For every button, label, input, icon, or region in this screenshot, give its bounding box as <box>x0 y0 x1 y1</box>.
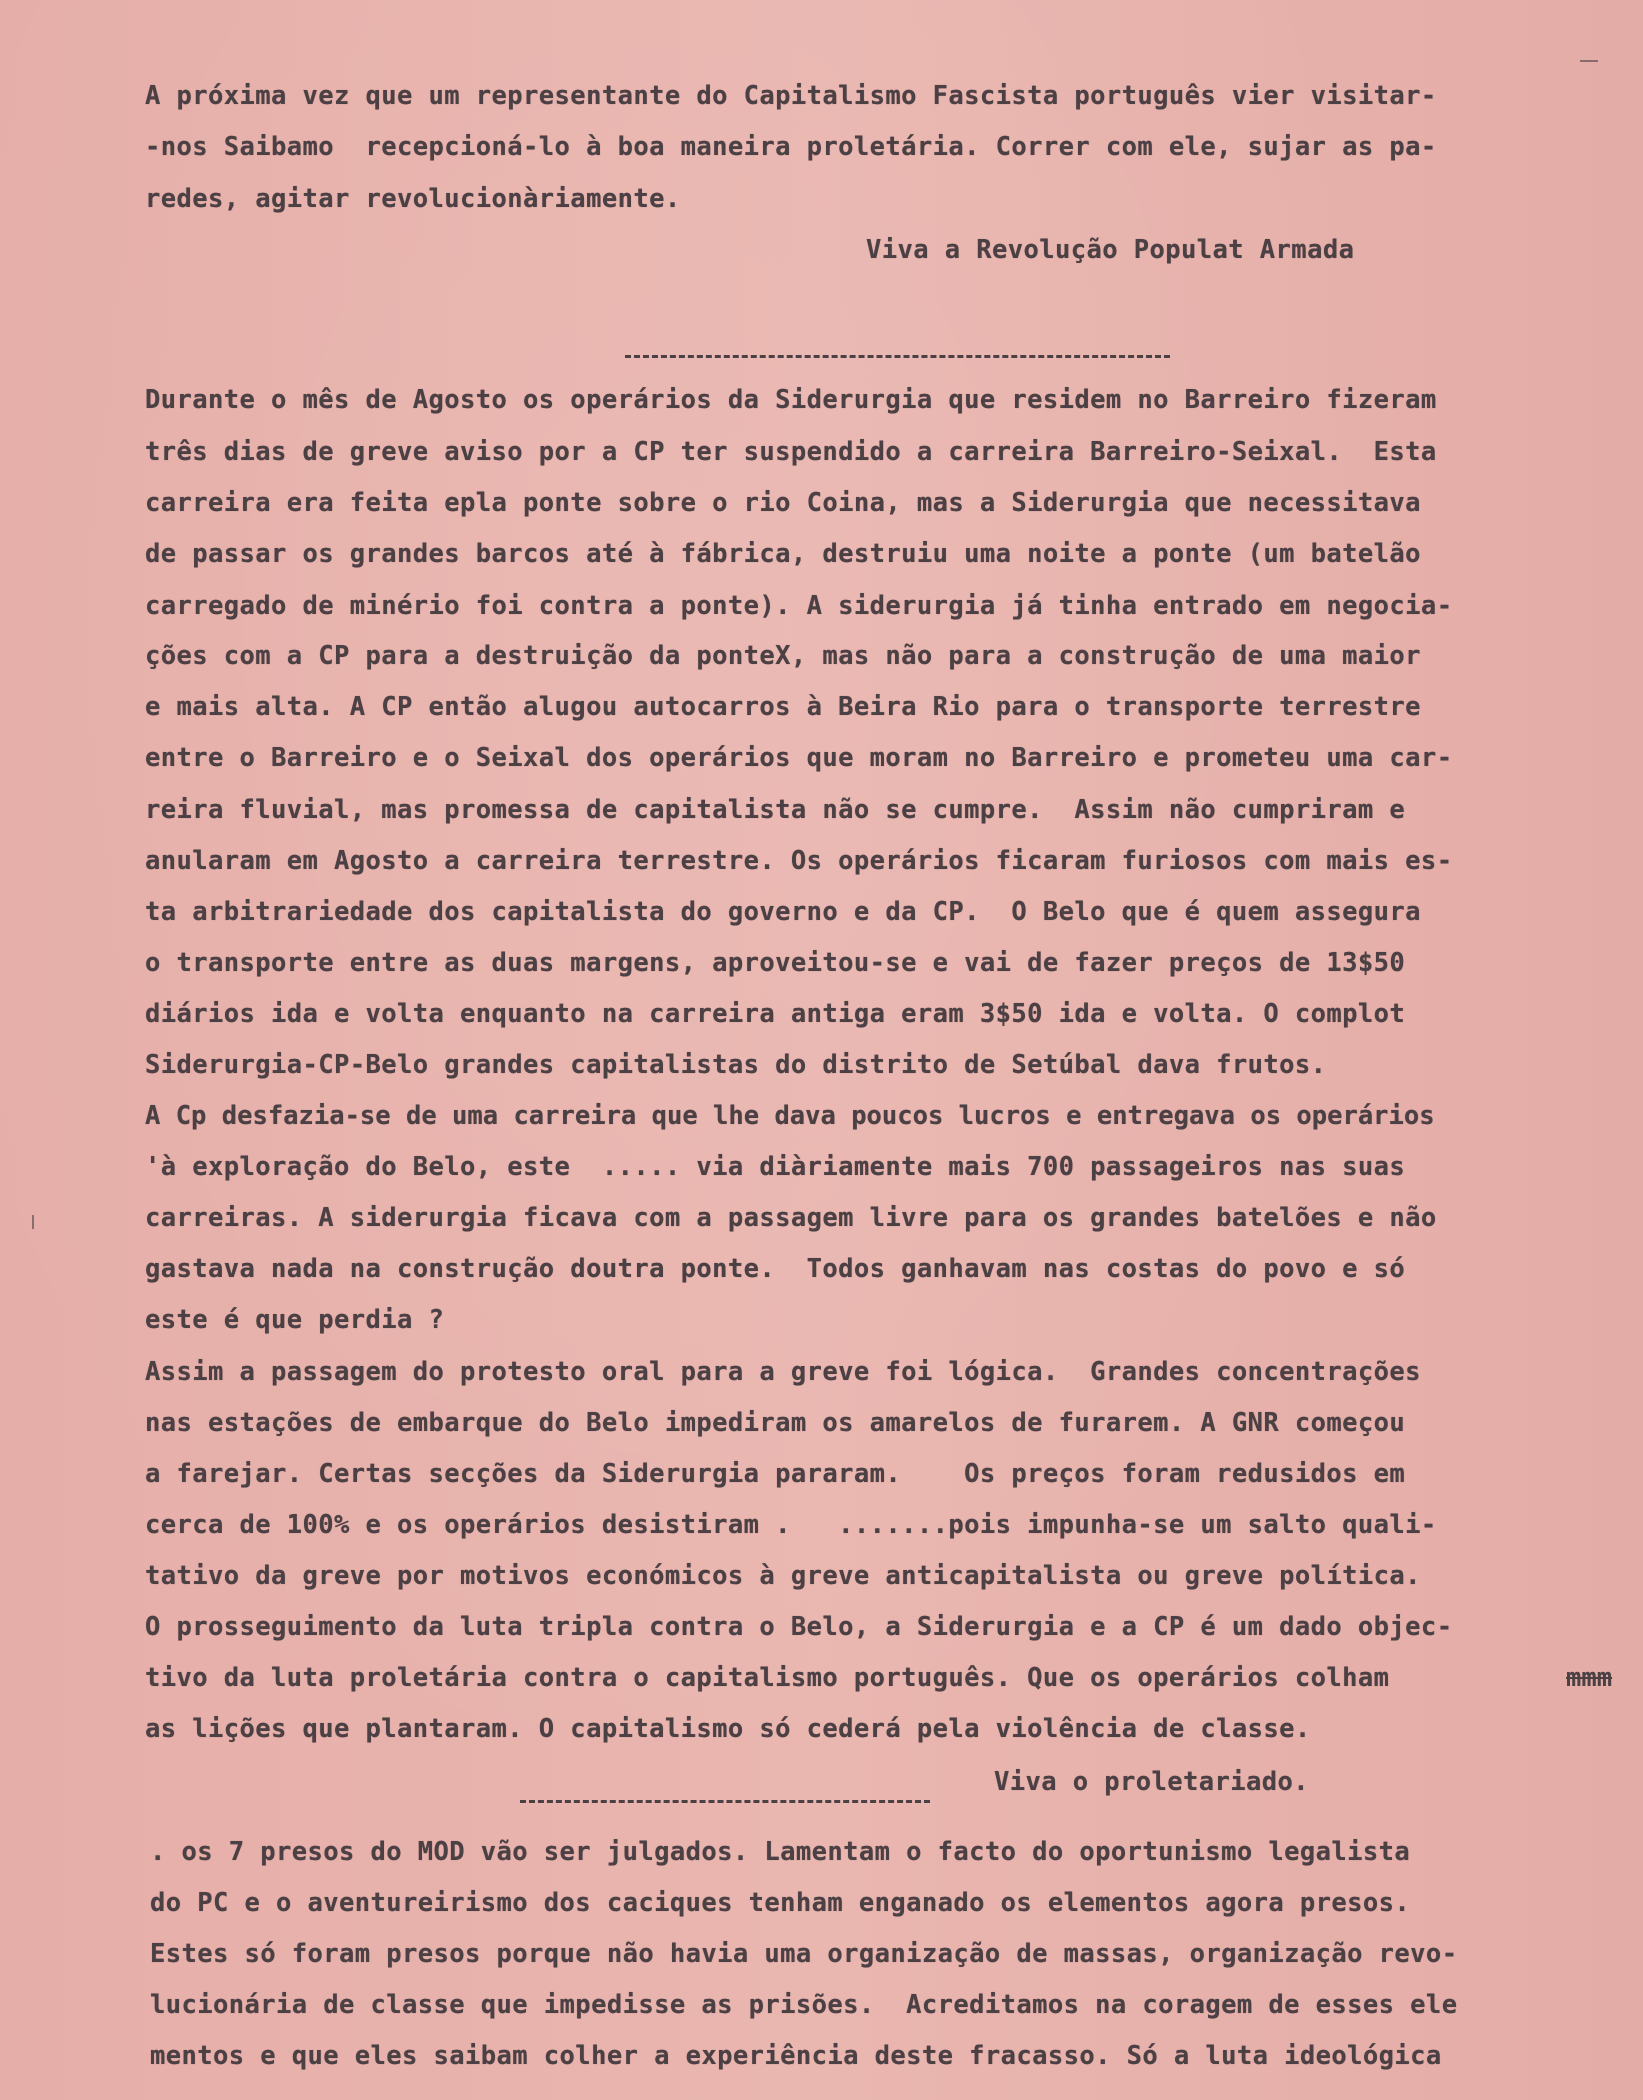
text-line: mentos e que eles saibam colher a experiência deste fracasso. Só a luta ideológica <box>150 2041 1442 2071</box>
text-line: -nos Saibamo recepcioná-lo à boa maneira proletária. Correr com ele, sujar as pa- <box>145 132 1437 162</box>
text-line: tativo da greve por motivos económicos à greve anticapitalista ou greve política. <box>145 1561 1421 1591</box>
section-divider <box>625 355 1170 358</box>
text-line: carregado de minério foi contra a ponte). A siderurgia já tinha entrado em negocia- <box>145 591 1453 621</box>
text-line: Estes só foram presos porque não havia uma organização de massas, organização revo- <box>150 1939 1458 1969</box>
text-line: reira fluvial, mas promessa de capitalista não se cumpre. Assim não cumpriram e <box>145 795 1406 825</box>
text-line: cerca de 100% e os operários desistiram . .......pois impunha-se um salto quali- <box>145 1510 1437 1540</box>
text-line: anularam em Agosto a carreira terrestre. Os operários ficaram furiosos com mais es- <box>145 846 1453 876</box>
text-line: entre o Barreiro e o Seixal dos operários que moram no Barreiro e prometeu uma car- <box>145 743 1453 773</box>
text-line: o transporte entre as duas margens, aproveitou-se e vai de fazer preços de 13$50 <box>145 948 1406 978</box>
section-divider <box>520 1800 930 1803</box>
text-line: carreira era feita epla ponte sobre o rio Coina, mas a Siderurgia que necessitava <box>145 488 1421 518</box>
text-line: A Cp desfazia-se de uma carreira que lhe dava poucos lucros e entregava os operários <box>145 1101 1435 1131</box>
text-line: redes, agitar revolucionàriamente. <box>145 184 681 214</box>
margin-mark <box>1580 60 1598 62</box>
text-line: e mais alta. A CP então alugou autocarros à Beira Rio para o transporte terrestre <box>145 692 1421 722</box>
text-line: as lições que plantaram. O capitalismo só cederá pela violência de classe. <box>145 1714 1311 1744</box>
text-line: ções com a CP para a destruição da ponteX, mas não para a construção de uma maior <box>145 641 1421 671</box>
text-line: . os 7 presos do MOD vão ser julgados. Lamentam o facto do oportunismo legalista <box>150 1837 1411 1867</box>
text-line: de passar os grandes barcos até à fábrica, destruiu uma noite a ponte (um batelão <box>145 539 1421 569</box>
text-line: três dias de greve aviso por a CP ter suspendido a carreira Barreiro-Seixal. Esta <box>145 437 1437 467</box>
margin-mark <box>32 1215 34 1229</box>
text-line: este é que perdia ? <box>145 1305 445 1335</box>
text-line: O prosseguimento da luta tripla contra o Belo, a Siderurgia e a CP é um dado objec- <box>145 1612 1453 1642</box>
text-line: ta arbitrariedade dos capitalista do governo e da CP. O Belo que é quem assegura <box>145 897 1421 927</box>
text-line: carreiras. A siderurgia ficava com a passagem livre para os grandes batelões e não <box>145 1203 1437 1233</box>
text-line: lucionária de classe que impedisse as prisões. Acreditamos na coragem de esses ele <box>150 1990 1458 2020</box>
signoff-revolution: Viva a Revolução Populat Armada <box>866 235 1355 265</box>
text-line: do PC e o aventureirismo dos caciques tenham enganado os elementos agora presos. <box>150 1888 1411 1918</box>
text-line: A próxima vez que um representante do Capitalismo Fascista português vier visitar- <box>145 81 1437 111</box>
text-line: Siderurgia-CP-Belo grandes capitalistas do distrito de Setúbal dava frutos. <box>145 1050 1327 1080</box>
text-line: tivo da luta proletária contra o capitalismo português. Que os operários colham <box>145 1663 1390 1693</box>
text-line: nas estações de embarque do Belo impediram os amarelos de furarem. A GNR começou <box>145 1408 1406 1438</box>
text-line: Assim a passagem do protesto oral para a greve foi lógica. Grandes concentrações <box>145 1357 1421 1387</box>
text-line: a farejar. Certas secções da Siderurgia pararam. Os preços foram redusidos em <box>145 1459 1406 1489</box>
text-line: gastava nada na construção doutra ponte. Todos ganhavam nas costas do povo e só <box>145 1254 1406 1284</box>
signoff-proletariat: Viva o proletariado. <box>994 1767 1310 1797</box>
text-line: Durante o mês de Agosto os operários da Siderurgia que residem no Barreiro fizeram <box>145 385 1437 415</box>
text-line: 'à exploração do Belo, este ..... via diàriamente mais 700 passageiros nas suas <box>145 1152 1406 1182</box>
text-line: diários ida e volta enquanto na carreira antiga eram 3$50 ida e volta. O complot <box>145 999 1406 1029</box>
struck-overtype: mmm <box>1566 1663 1613 1693</box>
